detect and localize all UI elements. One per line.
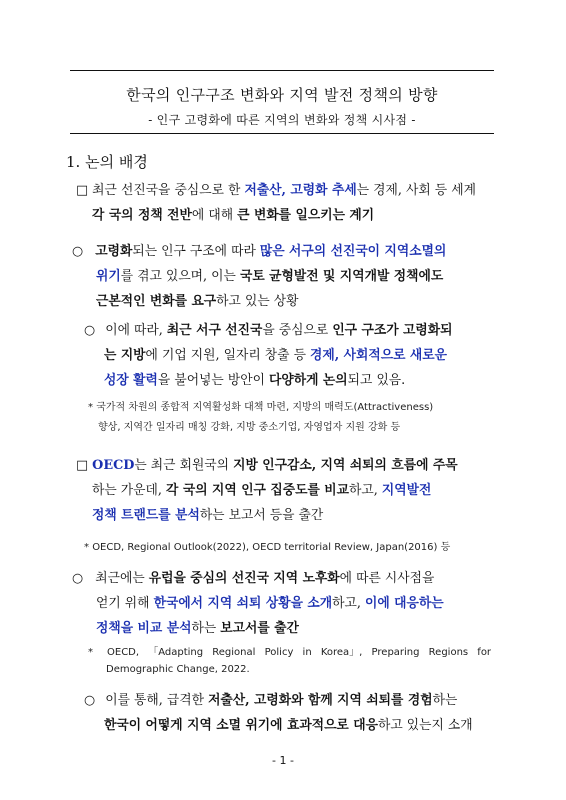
text-run: 얻기 위해 [96, 596, 154, 611]
emphasis-text: 성장 활력 [104, 373, 158, 388]
emphasis-text: 이에 대응하는 [364, 596, 444, 611]
emphasis-text: 위기 [96, 269, 121, 284]
paragraph-circle-4 [84, 688, 473, 738]
text-run: OECD, Regional Outlook(2022), OECD territorial Review, Japan(2016) 등 [92, 542, 451, 553]
text-run: 하는 가운데, [92, 483, 167, 498]
emphasis-text: 많은 서구의 선진국이 지역소멸의 [259, 244, 447, 259]
circle-bullet-icon: ○ [84, 323, 96, 338]
text-line [88, 643, 492, 663]
emphasis-text: 고령화 [95, 244, 133, 259]
emphasis-text: 큰 변화를 일으키는 계기 [237, 208, 375, 223]
text-run: Demographic Change, 2022. [106, 664, 250, 675]
emphasis-text: 한국이 어떻게 지역 소멸 위기에 효과적으로 대응 [104, 718, 378, 733]
text-run: 하는 보고서 등을 출간 [199, 508, 324, 523]
text-run: 이를 통해, 급격한 [105, 693, 209, 708]
text-line [84, 688, 473, 713]
text-run: 되는 인구 구조에 따라 [132, 244, 260, 259]
top-rule [70, 70, 494, 71]
text-line [76, 503, 458, 528]
text-line [72, 264, 446, 289]
text-line [72, 289, 446, 314]
text-run: 되고 있음. [347, 373, 406, 388]
paragraph-square-1 [76, 178, 476, 228]
footnote-3 [88, 643, 492, 677]
text-line [88, 418, 433, 438]
footnote-2 [84, 538, 450, 558]
emphasis-text: 정책 트랜드를 분석 [92, 508, 200, 523]
text-run: 을 불어넣는 방안이 [157, 373, 270, 388]
text-run: 이에 따라, [105, 323, 167, 338]
emphasis-text: 다양하게 논의 [269, 373, 348, 388]
text-line [72, 616, 444, 641]
square-bullet-icon: □ [76, 458, 89, 473]
emphasis-text: OECD [92, 458, 135, 473]
emphasis-text: 국토 균형발전 및 지역개발 정책에도 [239, 269, 444, 284]
footnote-1 [88, 398, 433, 438]
emphasis-text: 각 국의 정책 전반 [92, 208, 192, 223]
text-line [84, 318, 452, 343]
text-run: 하고 있는지 소개 [377, 718, 473, 733]
emphasis-text: 지방 인구감소, 지역 쇠퇴의 흐름에 주목 [233, 458, 458, 473]
page-number: - 1 - [272, 754, 294, 767]
text-run: 하고, [349, 483, 382, 498]
emphasis-text: 근본적인 변화를 요구 [96, 294, 217, 309]
text-run: 최근 선진국을 중심으로 한 [92, 183, 245, 198]
emphasis-text: 는 지방 [104, 348, 146, 363]
emphasis-text: 한국에서 지역 쇠퇴 상황을 소개 [153, 596, 333, 611]
text-run: 에 따른 시사점을 [339, 571, 435, 586]
emphasis-text: 최근 서구 선진국 [166, 323, 263, 338]
text-run: 을 중심으로 [262, 323, 333, 338]
text-run: 하는 [191, 621, 221, 636]
emphasis-text: 지역발전 [381, 483, 432, 498]
text-run: 하고, [332, 596, 365, 611]
asterisk-marker: * [84, 542, 89, 553]
emphasis-text: 경제, 사회적으로 새로운 [310, 348, 447, 363]
asterisk-marker: * [88, 402, 93, 413]
paragraph-square-2 [76, 453, 458, 528]
text-line [72, 566, 444, 591]
text-line [76, 203, 476, 228]
section-heading: 1. 논의 배경 [66, 153, 148, 171]
text-run: 최근에는 [95, 571, 149, 586]
text-line [88, 398, 433, 418]
text-run: 는 경제, 사회 등 세계 [356, 183, 476, 198]
text-run: OECD, 「Adapting Regional Policy in Korea」, Preparing Regions for [107, 647, 492, 658]
text-line [84, 368, 452, 393]
emphasis-text: 보고서를 출간 [220, 621, 299, 636]
text-run: 하고 있는 상황 [216, 294, 299, 309]
text-line [88, 663, 492, 677]
square-bullet-icon: □ [76, 183, 89, 198]
text-run: 향상, 지역간 일자리 매칭 강화, 지방 중소기업, 자영업자 지원 강화 등 [98, 422, 401, 433]
text-line [72, 591, 444, 616]
emphasis-text: 유럽을 중심의 선진국 지역 노후화 [148, 571, 340, 586]
text-run: 에 기업 지원, 일자리 창출 등 [145, 348, 311, 363]
paragraph-circle-2 [84, 318, 452, 393]
text-run: 국가적 차원의 종합적 지역활성화 대책 마련, 지방의 매력도(Attractiveness) [96, 402, 434, 413]
paragraph-circle-3 [72, 566, 444, 641]
document-subtitle: - 인구 고령화에 따른 지역의 변화와 정책 시사점 - [148, 113, 416, 127]
text-run: 는 최근 회원국의 [134, 458, 234, 473]
emphasis-text: 정책을 비교 분석 [96, 621, 192, 636]
text-run: 하는 [432, 693, 458, 708]
emphasis-text: 저출산, 고령화와 함께 지역 쇠퇴를 경험 [208, 693, 433, 708]
document-title: 한국의 인구구조 변화와 지역 발전 정책의 방향 [126, 86, 438, 104]
emphasis-text: 인구 구조가 고령화되 [332, 323, 453, 338]
title-bottom-rule [70, 133, 494, 134]
text-run: 를 겪고 있으며, 이는 [120, 269, 240, 284]
emphasis-text: 각 국의 지역 인구 집중도를 비교 [166, 483, 349, 498]
text-line [76, 178, 476, 203]
circle-bullet-icon: ○ [72, 244, 84, 259]
text-line [84, 343, 452, 368]
emphasis-text: 저출산, 고령화 추세 [244, 183, 357, 198]
text-line [76, 453, 458, 478]
text-line [76, 478, 458, 503]
circle-bullet-icon: ○ [72, 571, 84, 586]
text-run: 에 대해 [191, 208, 238, 223]
circle-bullet-icon: ○ [84, 693, 96, 708]
text-line [72, 239, 446, 264]
paragraph-circle-1 [72, 239, 446, 314]
asterisk-marker: * [88, 647, 93, 658]
text-line [84, 713, 473, 738]
text-line [84, 538, 450, 558]
